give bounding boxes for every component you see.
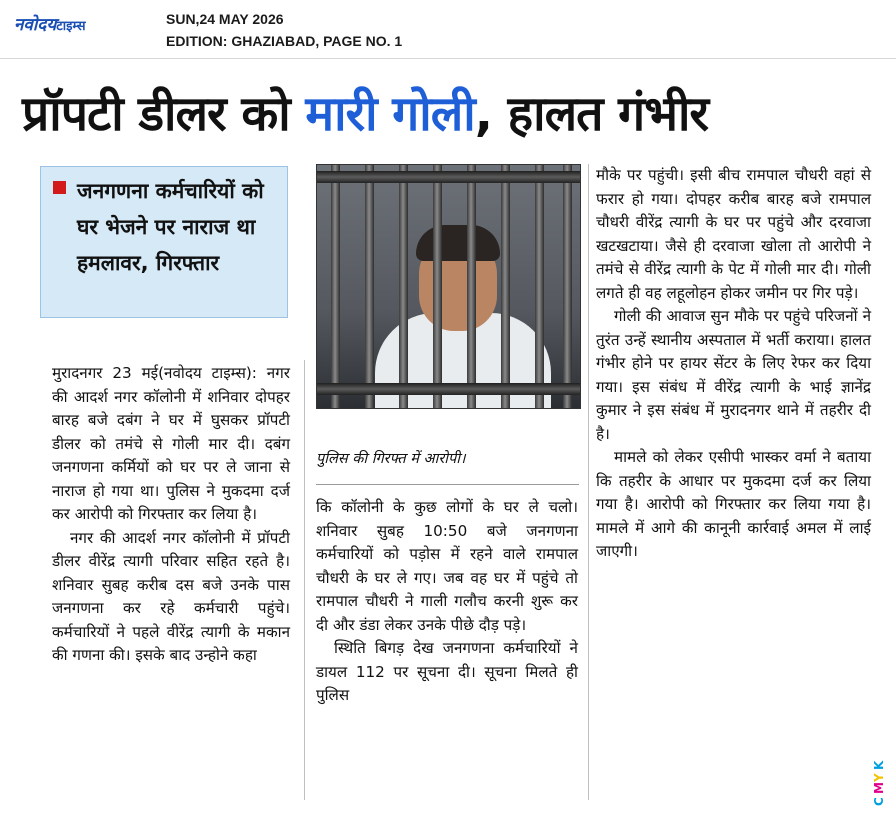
accused-photo — [316, 164, 581, 409]
column-divider — [588, 164, 589, 800]
bullet-square-icon — [53, 181, 66, 194]
cmyk-mark: M — [872, 782, 886, 794]
headline-highlight: मारी गोली — [305, 86, 475, 142]
epaper-header — [0, 0, 896, 59]
caption-divider — [316, 484, 579, 485]
paragraph: स्थिति बिगड़ देख जनगणना कर्मचारियों ने डायल 112 पर सूचना दी। सूचना मिलते ही पुलिस — [316, 639, 578, 704]
cmyk-mark: K — [872, 760, 886, 770]
article-column-3 — [596, 164, 871, 564]
newspaper-logo[interactable] — [14, 12, 86, 35]
subheadline-text: जनगणना कर्मचारियों को घर भेजने पर नाराज था हमलावर, गिरफ्तार — [77, 179, 264, 275]
headline-part-1: प्रॉपटी डीलर को — [22, 86, 306, 142]
cmyk-mark: C — [872, 797, 886, 806]
paragraph: गोली की आवाज सुन मौके पर पहुंचे परिजनों ने तुरंत उन्हें स्थानीय अस्पताल में भर्ती कराया। हालत गंभीर होने पर हायर सेंटर के लिए रेफर कर दिया गया। इस संबंध में वीरेंद्र त्यागी के भाई ज्ञानेंद्र कुमार ने इस संबंध में मुरादनगर थाने में तहरीर दी है। — [596, 307, 871, 443]
subheadline-box — [40, 166, 288, 318]
jail-bar — [501, 165, 510, 408]
jail-bar — [365, 165, 374, 408]
edition-name: EDITION: GHAZIABAD, PAGE NO. 1 — [166, 33, 403, 49]
jail-rail — [317, 383, 580, 395]
logo-sub: टाइम्स — [56, 19, 86, 34]
jail-rail — [317, 171, 580, 183]
jail-bar — [467, 165, 476, 408]
jail-bar — [331, 165, 340, 408]
cmyk-mark: Y — [872, 773, 886, 782]
article-column-2 — [316, 496, 578, 708]
paragraph: मामले को लेकर एसीपी भास्कर वर्मा ने बताया कि तहरीर के आधार पर मुकदमा दर्ज कर लिया गया है। आरोपी को गिरफ्तार कर लिया गया है। मामले में आगे की कानूनी कार्रवाई अमल में लाई जाएगी। — [596, 448, 871, 560]
jail-bar — [433, 165, 442, 408]
paragraph: नगर की आदर्श नगर कॉलोनी में प्रॉपटी डीलर वीरेंद्र त्यागी परिवार सहित रहते है। शनिवार सुबह करीब दस बजे उनके पास जनगणना कर रहे कर्मचारी पहुंचे। कर्मचारियों ने पहले वीरेंद्र त्यागी के मकान की गणना की। इसके बाद उन्होने कहा — [52, 528, 290, 664]
print-registration-marks — [872, 757, 886, 807]
photo-caption: पुलिस की गिरफ्त में आरोपी। — [316, 451, 466, 467]
logo-main: नवोदय — [14, 15, 57, 35]
article-headline — [22, 80, 872, 150]
jail-bar — [563, 165, 572, 408]
paragraph: मौके पर पहुंची। इसी बीच रामपाल चौधरी वहां से फरार हो गया। दोपहर करीब बारह बजे रामपाल चौधरी वीरेंद्र त्यागी के घर पर पहुंचे और दरवाजा खटखटाया। जैसे ही दरवाजा खोला तो आरोपी ने तमंचे से वीरेंद्र त्यागी के पेट में गोली मार दी। गोली लगते ही वह लहूलोहन होकर जमीन पर गिर पड़े। — [596, 166, 871, 302]
jail-bar — [535, 165, 544, 408]
edition-info — [166, 8, 402, 52]
paragraph: कि कॉलोनी के कुछ लोगों के घर ले चलो। शनिवार सुबह 10:50 बजे जनगणना कर्मचारियों को पड़ोस में रहने वाले रामपाल चौधरी के घर ले गए। जब वह घर में पहुंचे तो रामपाल चौधरी ने गाली गलौच करनी शुरू कर दी और डंडा लेकर उनके पीछे दौड़ पड़े। — [316, 498, 578, 634]
column-divider — [304, 360, 305, 800]
article-column-1 — [52, 362, 290, 668]
jail-bar — [399, 165, 408, 408]
paragraph: मुरादनगर 23 मई(नवोदय टाइम्स): नगर की आदर्श नगर कॉलोनी में शनिवार दोपहर बारह बजे दबंग ने घर में घुसकर प्रॉपटी डीलर को तमंचे से गोली मार दी। दबंग जनगणना कर्मियों को घर पर ले जाना से नाराज हो गया था। पुलिस ने मुकदमा दर्ज कर आरोपी को गिरफ्तार कर लिया है। — [52, 364, 290, 523]
edition-date: SUN,24 MAY 2026 — [166, 11, 284, 27]
headline-part-3: , हालत गंभीर — [474, 86, 709, 142]
